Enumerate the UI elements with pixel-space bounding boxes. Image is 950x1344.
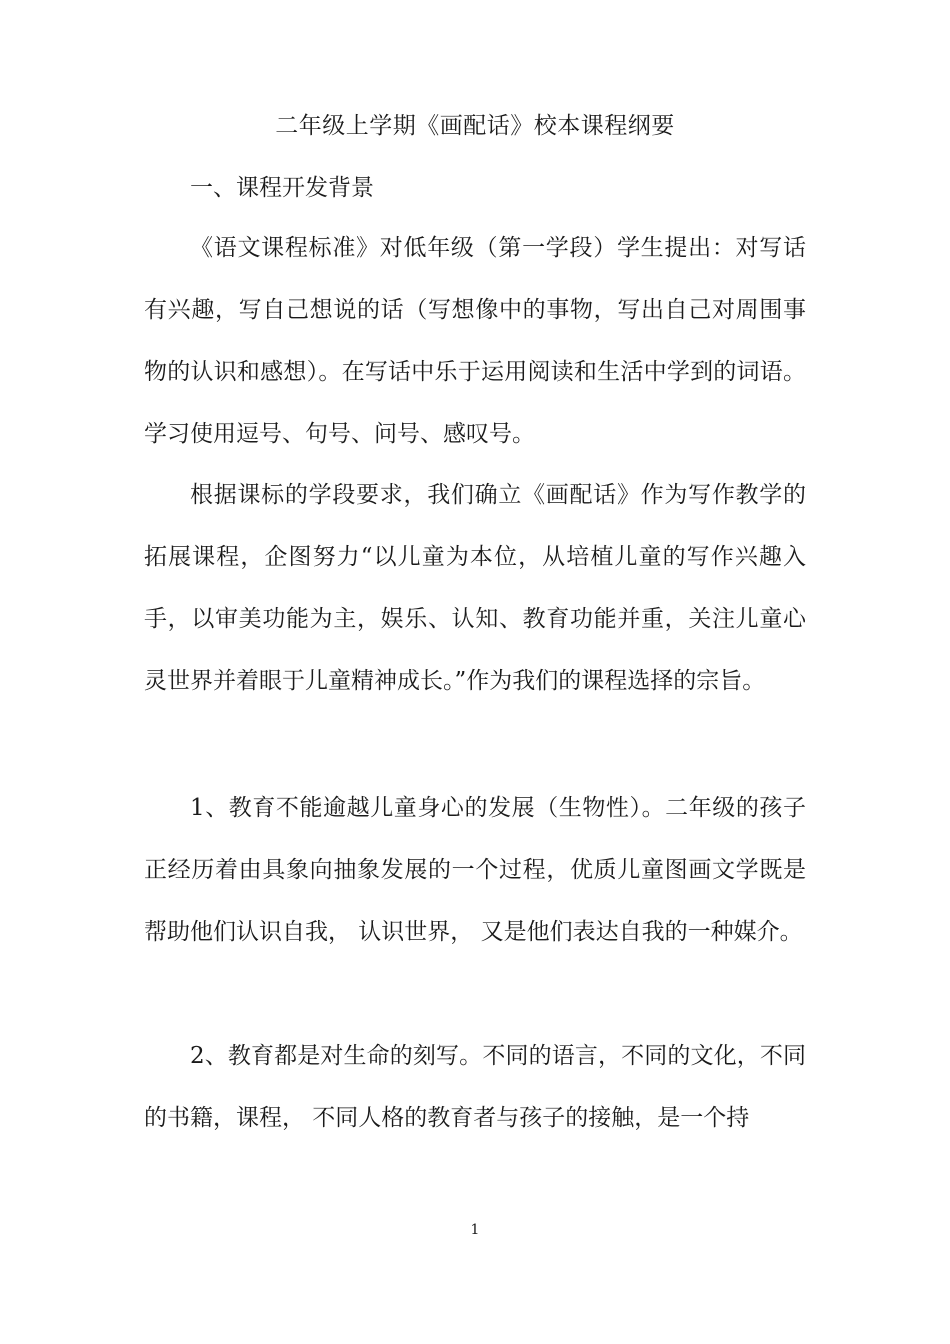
paragraph-course-purpose: 根据课标的学段要求，我们确立《画配话》作为写作教学的拓展课程，企图努力“以儿童为本位，从培植儿童的写作兴趣入手，以审美功能为主，娱乐、认知、教育功能并重，关注儿童心灵世界并着眼于儿童精神成长。”作为我们的课程选择的宗旨。 xyxy=(144,482,806,694)
paragraph-point-1: 1、教育不能逾越儿童身心的发展（生物性）。二年级的孩子正经历着由具象向抽象发展的一个过程，优质儿童图画文学既是帮助他们认识自我， 认识世界， 又是他们表达自我的一种媒介。 xyxy=(144,795,806,945)
paragraph-point-2: 2、教育都是对生命的刻写。不同的语言，不同的文化，不同的书籍，课程， 不同人格的教育者与孩子的接触，是一个持 xyxy=(144,1043,806,1131)
section-heading: 一、课程开发背景 xyxy=(190,175,374,201)
document-title: 二年级上学期《画配话》校本课程纲要 xyxy=(275,113,675,139)
paragraph-curriculum-standard: 《语文课程标准》对低年级（第一学段）学生提出：对写话有兴趣，写自己想说的话（写想像中的事物，写出自己对周围事物的认识和感想）。在写话中乐于运用阅读和生活中学到的词语。学习使用逗号、句号、问号、感叹号。 xyxy=(144,235,806,447)
page-number: 1 xyxy=(470,1222,480,1238)
